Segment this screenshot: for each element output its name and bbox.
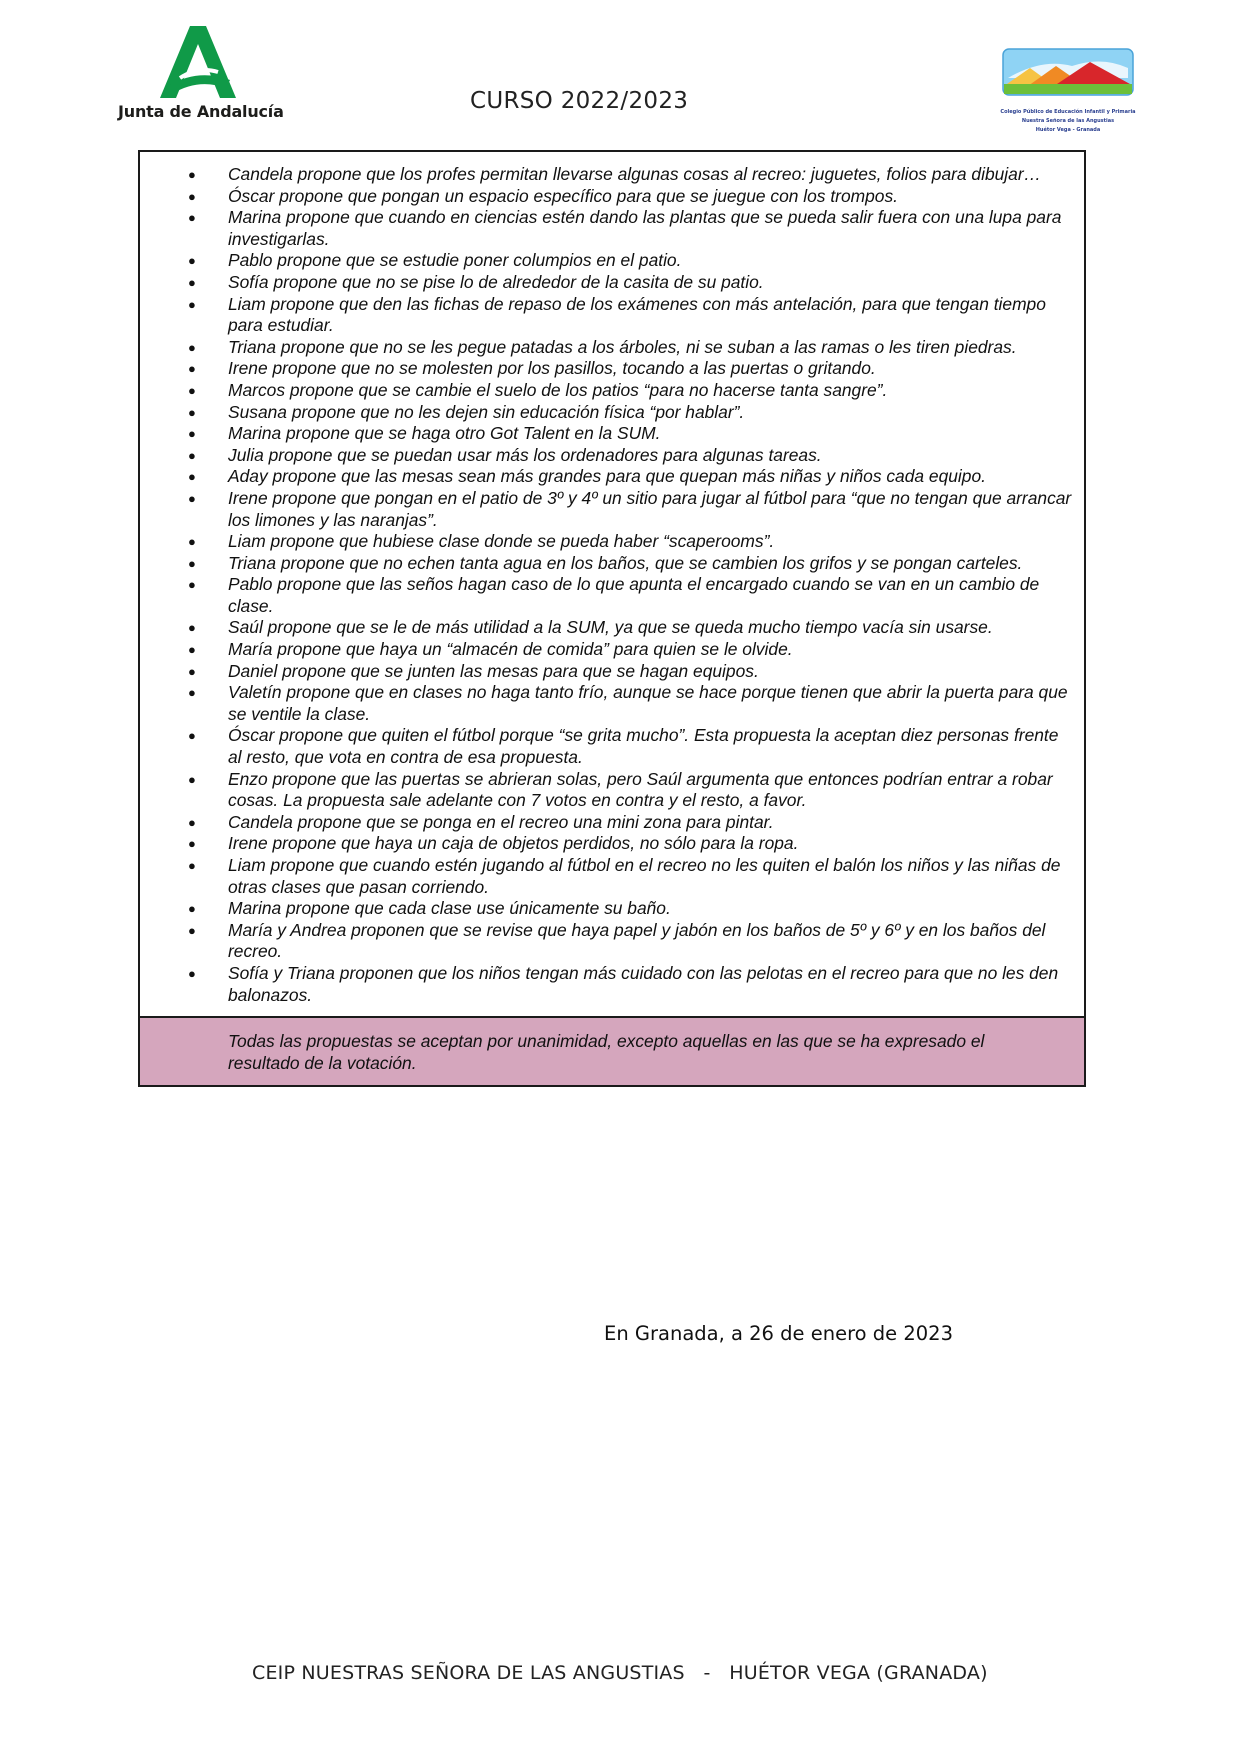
school-line-3: Huétor Vega - Granada — [1035, 127, 1101, 133]
list-item: ● Candela propone que se ponga en el recreo una mini zona para pintar. — [228, 812, 1074, 834]
list-item: ● Triana propone que no se les pegue patadas a los árboles, ni se suban a las ramas o les tiren piedras. — [228, 337, 1074, 359]
voting-summary: Todas las propuestas se aceptan por unanimidad, excepto aquellas en las que se ha expresado el resultado de la votación. — [140, 1016, 1084, 1085]
list-item: ● Sofía propone que no se pise lo de alrededor de la casita de su patio. — [228, 272, 1074, 294]
list-item: ● Julia propone que se puedan usar más los ordenadores para algunas tareas. — [228, 445, 1074, 467]
list-item: ● Óscar propone que pongan un espacio específico para que se juegue con los trompos. — [228, 186, 1074, 208]
course-title: CURSO 2022/2023 — [470, 88, 689, 114]
list-item: ● Liam propone que den las fichas de repaso de los exámenes con más antelación, para que tengan tiempo para estudiar. — [228, 294, 1074, 337]
list-item: ● Marina propone que cuando en ciencias estén dando las plantas que se pueda salir fuera con una lupa para investigarlas. — [228, 207, 1074, 250]
junta-logo-text: Junta de Andalucía — [118, 102, 284, 121]
list-item: ● Marina propone que se haga otro Got Talent en la SUM. — [228, 423, 1074, 445]
list-item: ● Susana propone que no les dejen sin educación física “por hablar”. — [228, 402, 1074, 424]
list-item: ● Óscar propone que quiten el fútbol porque “se grita mucho”. Esta propuesta la aceptan diez personas frente al resto, que vota en contra de esa propuesta. — [228, 725, 1074, 768]
list-item: ● Pablo propone que las seños hagan caso de lo que apunta el encargado cuando se van en un cambio de clase. — [228, 574, 1074, 617]
list-item: ● Irene propone que haya un caja de objetos perdidos, no sólo para la ropa. — [228, 833, 1074, 855]
list-item: ● María propone que haya un “almacén de comida” para quien se le olvide. — [228, 639, 1074, 661]
list-item: ● Candela propone que los profes permitan llevarse algunas cosas al recreo: juguetes, folios para dibujar… — [228, 164, 1074, 186]
mountains-emblem-icon — [1002, 48, 1134, 98]
list-item: ● Daniel propone que se junten las mesas para que se hagan equipos. — [228, 661, 1074, 683]
list-item: ● Irene propone que no se molesten por los pasillos, tocando a las puertas o gritando. — [228, 358, 1074, 380]
page-footer: CEIP NUESTRAS SEÑORA DE LAS ANGUSTIAS - HUÉTOR VEGA (GRANADA) — [252, 1662, 988, 1684]
list-item: ● Valetín propone que en clases no haga tanto frío, aunque se hace porque tienen que abrir la puerta para que se ventile la clase. — [228, 682, 1074, 725]
proposals-table — [138, 150, 1086, 1087]
date-line: En Granada, a 26 de enero de 2023 — [604, 1322, 953, 1345]
junta-a-emblem-icon — [160, 26, 236, 98]
list-item: ● Triana propone que no echen tanta agua en los baños, que se cambien los grifos y se pongan carteles. — [228, 553, 1074, 575]
list-item: ● Marcos propone que se cambie el suelo de los patios “para no hacerse tanta sangre”. — [228, 380, 1074, 402]
school-line-1: Colegio Público de Educación Infantil y Primaria — [1000, 109, 1136, 115]
list-item: ● Saúl propone que se le de más utilidad a la SUM, ya que se queda mucho tiempo vacía sin usarse. — [228, 617, 1074, 639]
school-line-2: Nuestra Señora de las Angustias — [1021, 118, 1115, 124]
list-item: ● Liam propone que hubiese clase donde se pueda haber “scaperooms”. — [228, 531, 1074, 553]
proposals-list — [140, 152, 1084, 1016]
list-item: ● Marina propone que cada clase use únicamente su baño. — [228, 898, 1074, 920]
school-logo — [1002, 48, 1136, 138]
list-item: ● Pablo propone que se estudie poner columpios en el patio. — [228, 250, 1074, 272]
list-item: ● Sofía y Triana proponen que los niños tengan más cuidado con las pelotas en el recreo para que no les den balonazos. — [228, 963, 1074, 1006]
list-item: ● Aday propone que las mesas sean más grandes para que quepan más niñas y niños cada equipo. — [228, 466, 1074, 488]
list-item: ● Irene propone que pongan en el patio de 3º y 4º un sitio para jugar al fútbol para “que no tengan que arrancar los limones y las naranjas”. — [228, 488, 1074, 531]
list-item: ● María y Andrea proponen que se revise que haya papel y jabón en los baños de 5º y 6º y en los baños del recreo. — [228, 920, 1074, 963]
list-item: ● Enzo propone que las puertas se abrieran solas, pero Saúl argumenta que entonces podrían entrar a robar cosas. La propuesta sale adelante con 7 votos en contra y el resto, a favor. — [228, 769, 1074, 812]
school-name-lines — [998, 108, 1138, 135]
junta-de-andalucia-logo — [118, 26, 288, 126]
list-item: ● Liam propone que cuando estén jugando al fútbol en el recreo no les quiten el balón los niños y las niñas de otras clases que pasan corriendo. — [228, 855, 1074, 898]
